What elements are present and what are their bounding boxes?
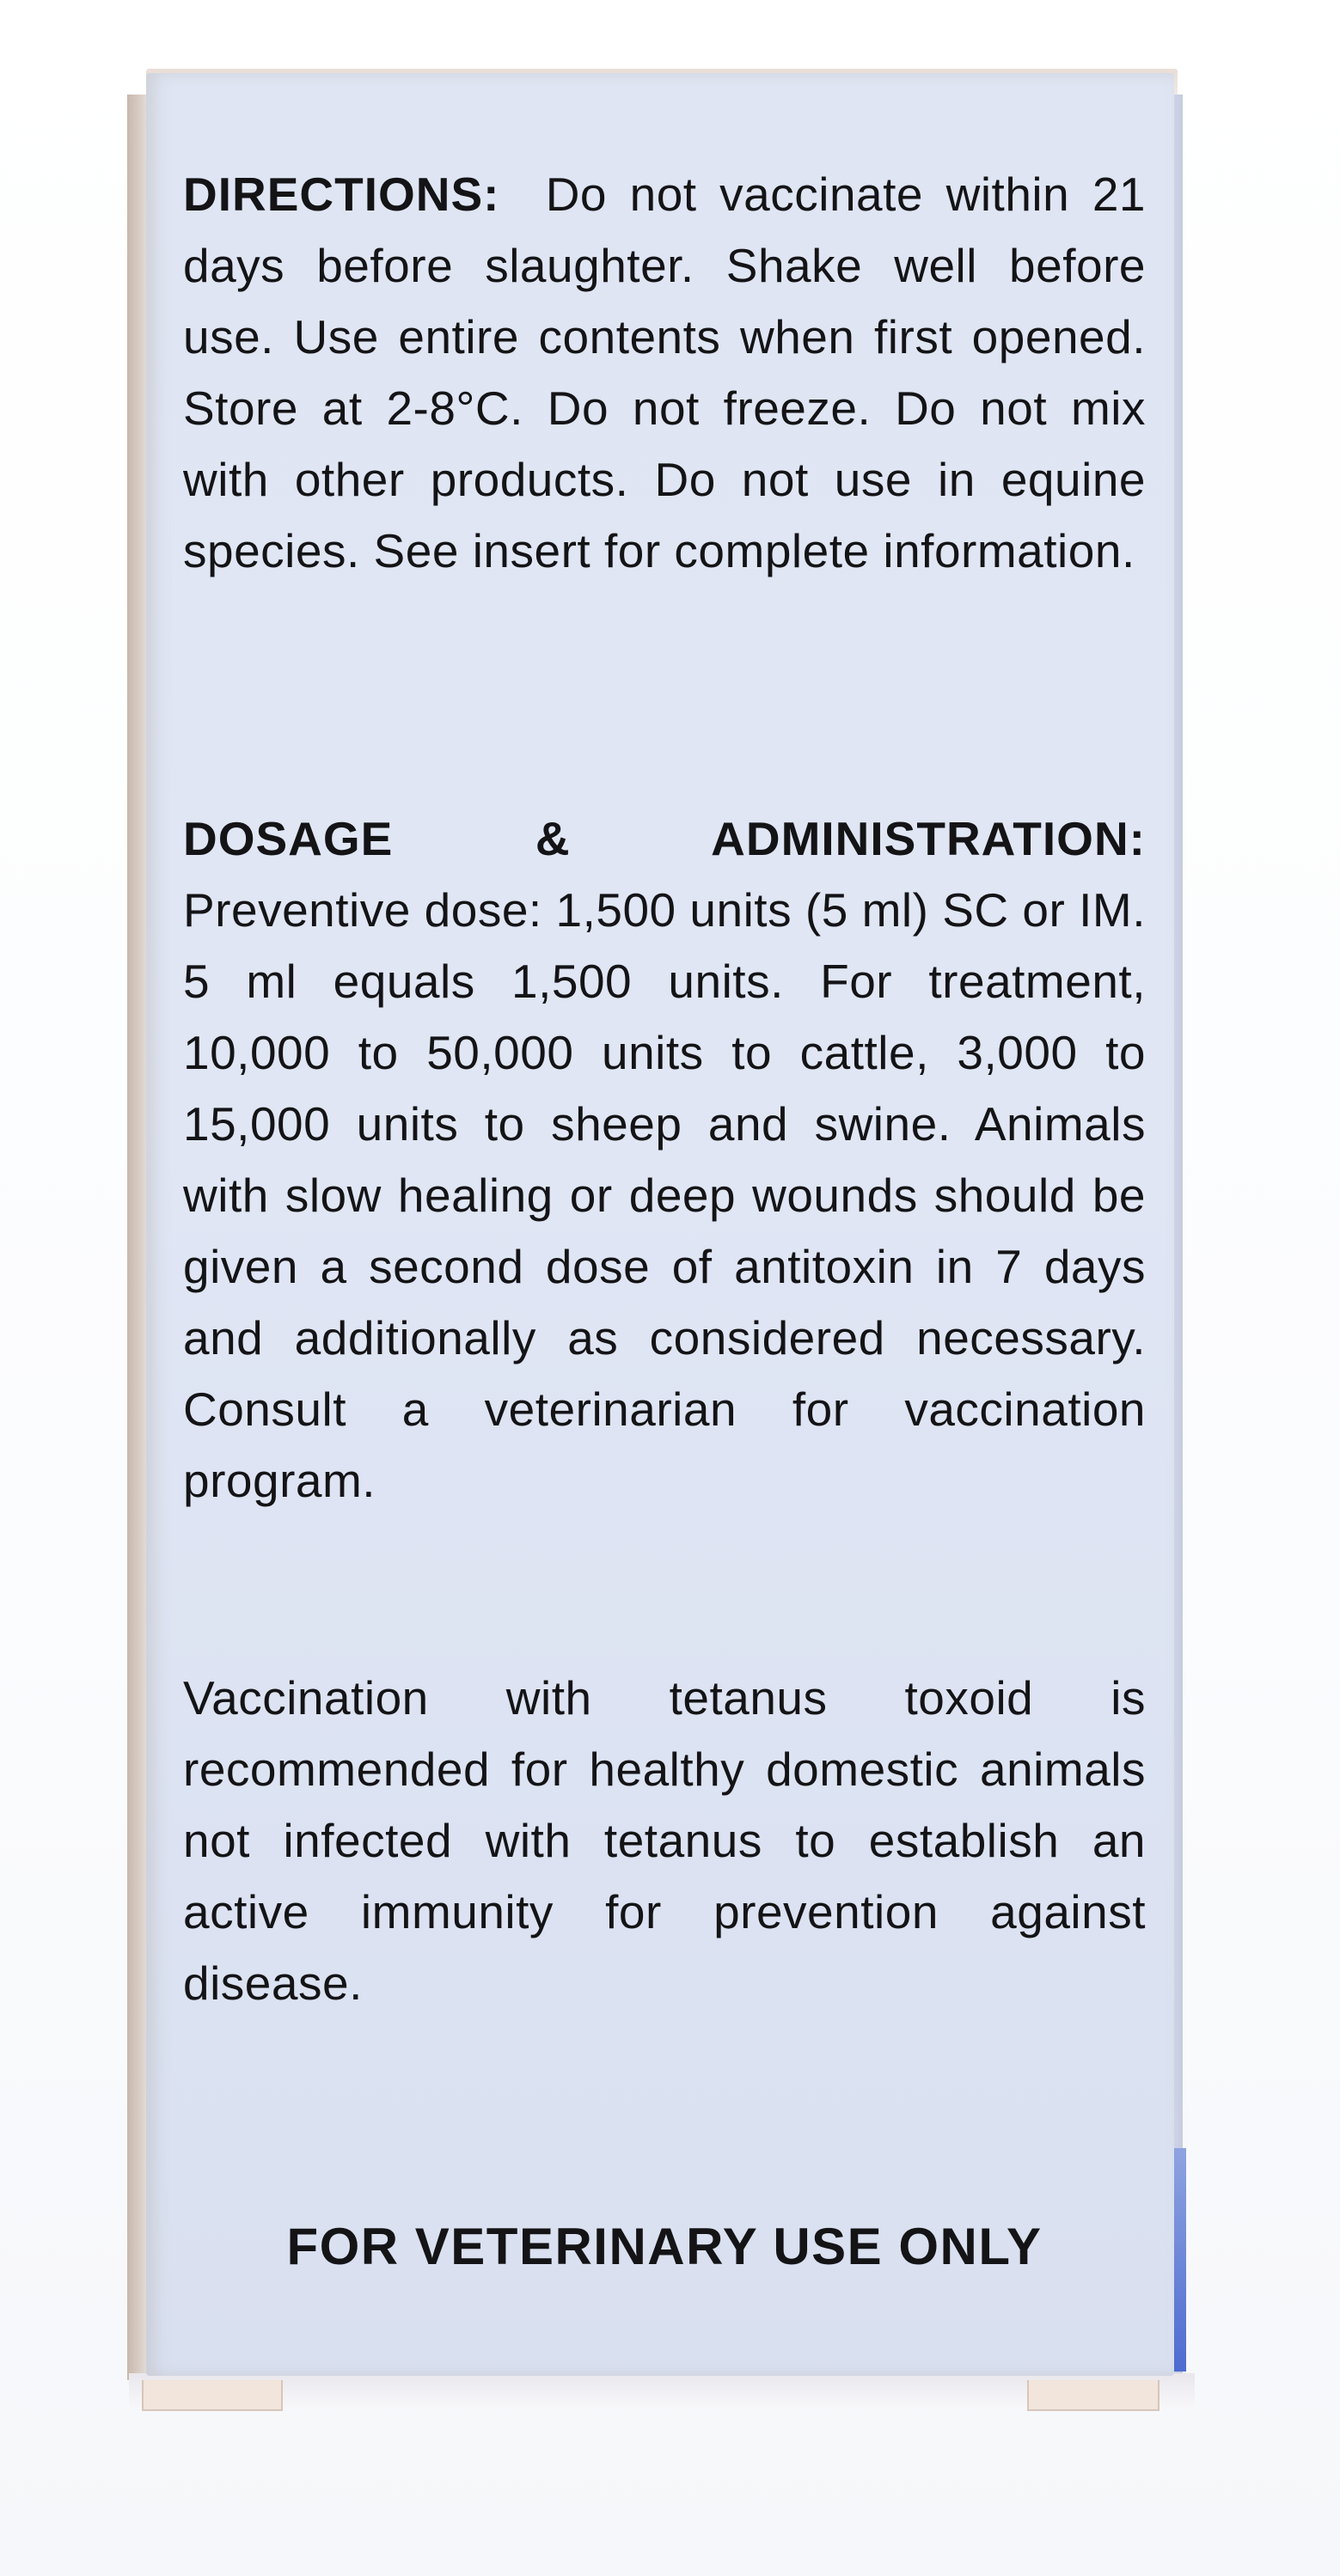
- box-bottom-tab-right: [1027, 2380, 1159, 2411]
- veterinary-use-notice: FOR VETERINARY USE ONLY: [286, 2218, 1043, 2275]
- vaccination-text: Vaccination with tetanus toxoid is recommended for healthy domestic animals not infected with tetanus to establish an active immunity for prevention against disease.: [183, 1671, 1146, 2010]
- dosage-paragraph: [183, 803, 1146, 1517]
- dosage-heading: DOSAGE & ADMINISTRATION:: [183, 812, 1146, 865]
- vaccination-paragraph: [183, 1663, 1146, 2019]
- box-bottom-tab-left: [142, 2380, 283, 2411]
- directions-heading: DIRECTIONS:: [183, 168, 500, 221]
- directions-paragraph: [183, 159, 1146, 587]
- directions-text: Do not vaccinate within 21 days before slaughter. Shake well before use. Use entire contents when first opened. Store at 2-8°C. Do not freeze. Do not mix with other products. Do not use in equine species. See insert for complete information.: [183, 168, 1146, 577]
- dosage-text: Preventive dose: 1,500 units (5 ml) SC or IM. 5 ml equals 1,500 units. For treatment, 10,000 to 50,000 units to cattle, 3,000 to 15,000 units to sheep and swine. Animals with slow healing or deep wounds should be given a second dose of antitoxin in 7 days and additionally as considered necessary. Consult a veterinarian for vaccination program.: [183, 883, 1146, 1507]
